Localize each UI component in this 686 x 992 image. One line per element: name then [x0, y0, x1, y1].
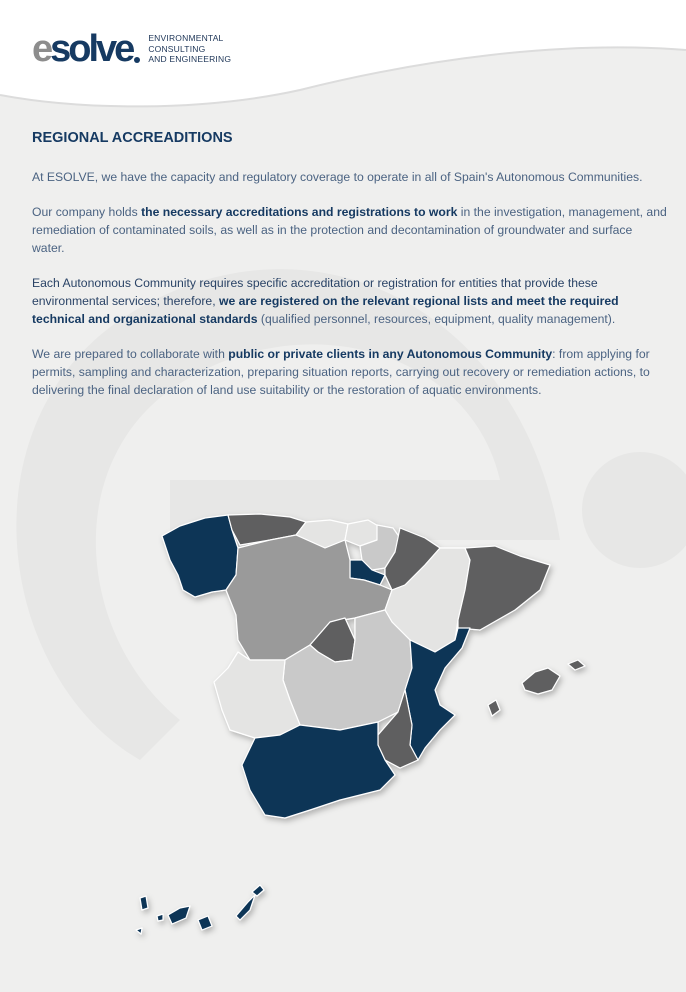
- p3-bold: we are registered on the relevant regional lists and meet the required technical and organizational standards: [32, 294, 619, 326]
- p2-bold: the necessary accreditations and registrations to work: [141, 205, 458, 219]
- p2-pre: Our company holds: [32, 205, 142, 219]
- p4-pre: We are prepared to collaborate with: [32, 347, 229, 361]
- region-canary-tenerife[interactable]: [168, 906, 190, 924]
- region-canary-lanzarote[interactable]: [252, 885, 264, 896]
- region-balearic-menorca[interactable]: [568, 660, 585, 670]
- region-catalonia[interactable]: [458, 546, 550, 630]
- region-canary-fuerteventura[interactable]: [236, 895, 255, 920]
- region-canary-el-hierro[interactable]: [136, 928, 142, 934]
- region-balearic-mallorca[interactable]: [522, 668, 560, 694]
- logo-letter-e: e: [32, 28, 51, 70]
- region-balearic-ibiza[interactable]: [488, 700, 500, 716]
- p2-post: in the investigation, management, and remediation of contaminated soils, as well as in the protection and decontamination of groundwater and surface water.: [32, 205, 667, 255]
- p4-post: : from applying for permits, sampling and characterization, preparing situation reports, carrying out recovery or remediation actions, to delivering the final declaration of land use suitability or the restoration of aquatic environments.: [32, 347, 650, 397]
- region-galicia[interactable]: [162, 515, 238, 597]
- page-title: REGIONAL ACCREADITIONS: [32, 130, 233, 146]
- tagline-line-2: CONSULTING: [148, 43, 206, 54]
- tagline-line-3: AND ENGINEERING: [148, 54, 232, 65]
- region-andalusia[interactable]: [242, 722, 395, 818]
- region-canary-la-gomera[interactable]: [157, 914, 163, 921]
- region-canary-la-palma[interactable]: [140, 896, 148, 910]
- p3-post: (qualified personnel, resources, equipment, quality management).: [257, 312, 616, 326]
- region-canary-gran-canaria[interactable]: [198, 916, 212, 930]
- logo-letters-solve: solve: [50, 28, 133, 70]
- tagline-line-1: ENVIRONMENTAL: [148, 33, 224, 44]
- paragraph-intro-text: At ESOLVE, we have the capacity and regulatory coverage to operate in all of Spain's Autonomous Communities.: [32, 170, 643, 184]
- p4-bold: public or private clients in any Autonomous Community: [228, 347, 553, 361]
- p3-pre: Each Autonomous Community requires specific accreditation or registration for entities that provide these environmental services; therefore,: [32, 276, 598, 308]
